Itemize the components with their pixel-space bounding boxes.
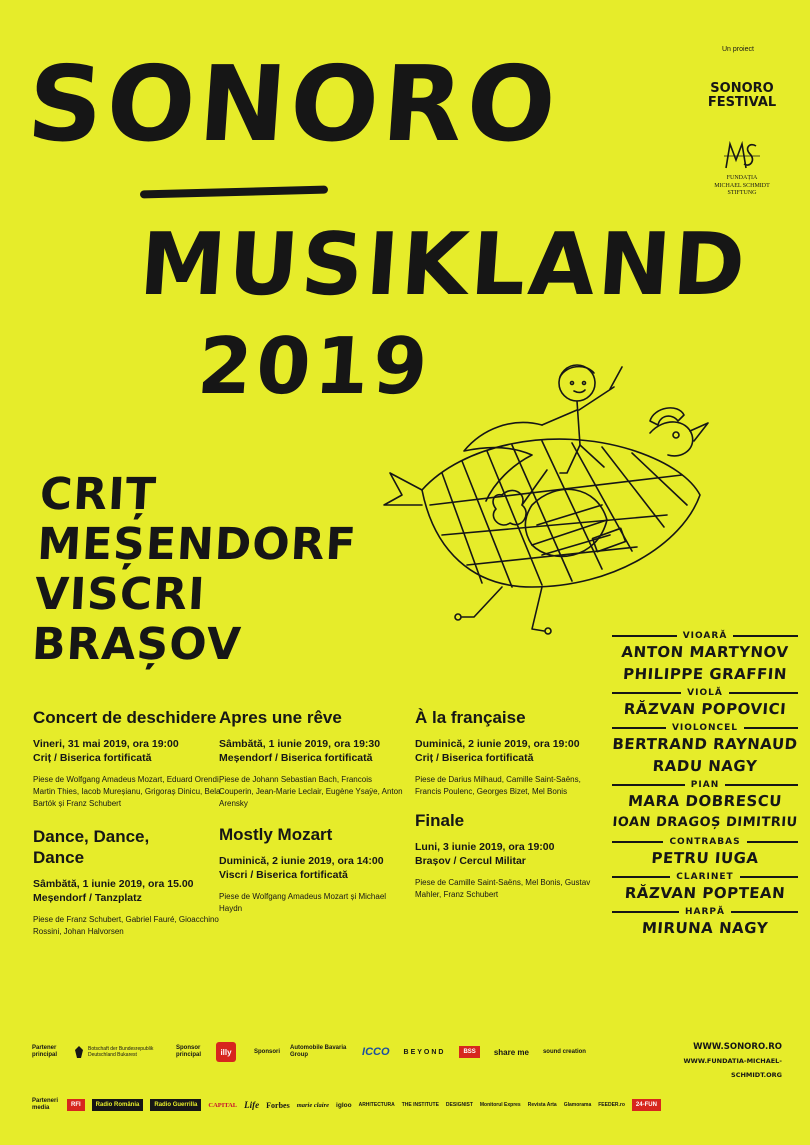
media-logo: igloo <box>336 1101 352 1109</box>
concert-date: Duminică, 2 iunie 2019, ora 19:00 <box>415 738 580 750</box>
concert-venue: Meșendorf / Biserica fortificată <box>219 752 373 764</box>
concert-item <box>219 707 407 810</box>
performer-name: MIRUNA NAGY <box>641 919 769 937</box>
concert-venue: Criț / Biserica fortificată <box>33 752 152 764</box>
concert-column-2 <box>219 707 407 915</box>
concert-column-1 <box>33 707 221 938</box>
concert-pieces: Piese de Camille Saint-Saëns, Mel Bonis, Gustav Mahler, Franz Schubert <box>415 878 591 899</box>
location-item: MEȘENDORF <box>36 519 358 570</box>
partner-logo-text: Botschaft der Bundesrepublik Deutschland Bukarest <box>88 1046 154 1058</box>
media-label: Parteneri media <box>32 1098 59 1111</box>
media-logo: THE INSTITUTE <box>401 1102 439 1108</box>
eagle-icon <box>74 1045 84 1059</box>
instrument-heading <box>612 872 798 882</box>
concert-pieces: Piese de Johann Sebastian Bach, Francois Couperin, Jean-Marie Leclair, Eugène Ysaÿe, Anton Arensky <box>219 775 403 808</box>
instrument-label: HARPĂ <box>685 907 725 917</box>
media-logo: Revista Arta <box>527 1102 557 1108</box>
location-item: CRIȚ <box>38 469 158 520</box>
instrument-label: VIOLĂ <box>687 688 723 698</box>
sponsor-logo: Automobile Bavaria Group <box>290 1045 347 1058</box>
media-logo: Forbes <box>266 1100 290 1110</box>
concert-date: Duminică, 2 iunie 2019, ora 14:00 <box>219 855 384 867</box>
sponsor-logo: BEYOND <box>403 1048 446 1056</box>
concert-title: Mostly Mozart <box>219 825 333 844</box>
concert-datetime <box>219 854 407 882</box>
sponsor-logos <box>290 1045 586 1059</box>
sponsors-row <box>32 1042 632 1062</box>
sponsor-logo: sound creation <box>542 1049 586 1055</box>
media-logo: Radio România <box>92 1099 144 1111</box>
title-underline <box>140 186 328 199</box>
concert-pieces: Piese de Franz Schubert, Gabriel Fauré, Gioacchino Rossini, Johan Halvorsen <box>33 915 219 936</box>
media-logo: Monitorul Expres <box>479 1102 521 1108</box>
concert-item <box>415 707 603 798</box>
performers-list <box>612 628 798 939</box>
website-url[interactable]: WWW.SONORO.RO <box>693 1042 782 1052</box>
website-url[interactable]: WWW.FUNDATIA-MICHAEL-SCHMIDT.ORG <box>683 1057 782 1079</box>
instrument-label: CLARINET <box>676 872 734 882</box>
performer-name: RĂZVAN POPOVICI <box>623 700 787 718</box>
instrument-label: VIOLONCEL <box>671 723 739 733</box>
festival-logo-line1: SONORO <box>710 81 774 96</box>
concert-venue: Meșendorf / Tanzplatz <box>33 892 142 904</box>
media-logo: FEEDER.ro <box>598 1102 625 1108</box>
media-logo: Glamorama <box>563 1102 592 1108</box>
bird-rider-illustration <box>382 355 712 645</box>
sponsor-logo: BSS <box>459 1046 479 1058</box>
concert-datetime <box>415 840 603 868</box>
concert-pieces: Piese de Darius Milhaud, Camille Saint-Saëns, Francis Poulenc, Georges Bizet, Mel Bonis <box>415 775 581 796</box>
concert-item <box>219 824 407 915</box>
title-year: 2019 <box>194 322 435 412</box>
media-logo: marie claire <box>296 1101 330 1109</box>
instrument-heading <box>612 723 798 733</box>
concert-title: Dance, Dance, Dance <box>33 827 150 867</box>
instrument-heading <box>612 837 798 847</box>
sponsor-logo: ICCO <box>362 1046 390 1058</box>
concert-title: Concert de deschidere <box>33 708 217 727</box>
media-logo: DESIGNIST <box>445 1102 473 1108</box>
website-urls <box>652 1040 782 1082</box>
locations-list <box>31 470 361 670</box>
concert-datetime <box>415 737 603 765</box>
location-item: VISCRI <box>33 569 207 620</box>
performer-name: PHILIPPE GRAFFIN <box>622 665 788 683</box>
concert-title: Apres une rêve <box>219 708 342 727</box>
project-label: Un proiect <box>722 46 754 53</box>
concert-item <box>415 810 603 901</box>
performer-name: RĂZVAN POPTEAN <box>624 884 786 902</box>
sponsors-label: Sponsori <box>254 1048 281 1055</box>
media-logo: ARHITECTURA <box>358 1102 395 1108</box>
location-item: BRAȘOV <box>30 619 243 670</box>
concert-venue: Criț / Biserica fortificată <box>415 752 534 764</box>
sponsor-logo: share me <box>493 1047 529 1057</box>
instrument-label: PIAN <box>690 780 720 790</box>
instrument-heading <box>612 631 798 641</box>
concert-date: Sâmbătă, 1 iunie 2019, ora 15.00 <box>33 878 194 890</box>
illy-logo: illy <box>216 1042 236 1062</box>
media-logo: Life <box>244 1100 260 1110</box>
instrument-heading <box>612 907 798 917</box>
concert-pieces: Piese de Wolfgang Amadeus Mozart și Michael Haydn <box>219 892 387 913</box>
concert-venue: Brașov / Cercul Militar <box>415 855 526 867</box>
foundation-line2: MICHAEL SCHMIDT <box>714 182 770 189</box>
performer-name: ANTON MARTYNOV <box>620 643 790 661</box>
performer-name: MARA DOBRESCU <box>627 792 783 810</box>
media-logo: CAPITAL <box>208 1101 238 1109</box>
concert-title: À la française <box>415 708 526 727</box>
concert-date: Vineri, 31 mai 2019, ora 19:00 <box>33 738 179 750</box>
instrument-label: CONTRABAS <box>669 837 741 847</box>
concert-item <box>33 826 221 938</box>
instrument-heading <box>612 780 798 790</box>
foundation-name <box>705 175 779 198</box>
performer-name: RADU NAGY <box>652 757 758 775</box>
concert-venue: Viscri / Biserica fortificată <box>219 869 348 881</box>
media-logo: RFI <box>67 1099 85 1111</box>
foundation-line3: STIFTUNG <box>727 190 757 196</box>
concert-datetime <box>33 877 221 905</box>
bird-body <box>422 439 700 587</box>
concert-datetime <box>33 737 221 765</box>
instrument-heading <box>612 688 798 698</box>
media-logo: Radio Guerrilla <box>150 1099 201 1111</box>
concert-item <box>33 707 221 810</box>
foundation-monogram-icon <box>722 138 762 172</box>
concert-title: Finale <box>415 811 465 830</box>
main-sponsor-label: Sponsor principal <box>176 1045 202 1058</box>
title-sonoro: SONORO <box>23 43 564 165</box>
title-musikland: MUSIKLAND <box>136 215 752 315</box>
performer-name: IOAN DRAGOȘ DIMITRIU <box>611 815 799 830</box>
concert-date: Luni, 3 iunie 2019, ora 19:00 <box>415 841 555 853</box>
partner-label: Partener principal <box>32 1045 58 1058</box>
concert-datetime <box>219 737 407 765</box>
concert-pieces: Piese de Wolfgang Amadeus Mozart, Eduard Orendi, Martin Thies, Iacob Mureșianu, Grigoraș Dinicu, Bela Bartók și Franz Schubert <box>33 775 221 808</box>
festival-logo <box>702 82 782 109</box>
festival-logo-line2: FESTIVAL <box>707 94 777 110</box>
foundation-line1: FUNDAȚIA <box>726 175 758 181</box>
media-partners-row <box>32 1098 784 1112</box>
instrument-label: VIOARĂ <box>682 631 728 641</box>
media-logo: 24-FUN <box>632 1099 661 1111</box>
performer-name: PETRU IUGA <box>650 849 760 867</box>
performer-name: BERTRAND RAYNAUD <box>611 735 799 753</box>
concert-date: Sâmbătă, 1 iunie 2019, ora 19:30 <box>219 738 381 750</box>
partner-logo <box>74 1045 166 1059</box>
concert-column-3 <box>415 707 603 901</box>
